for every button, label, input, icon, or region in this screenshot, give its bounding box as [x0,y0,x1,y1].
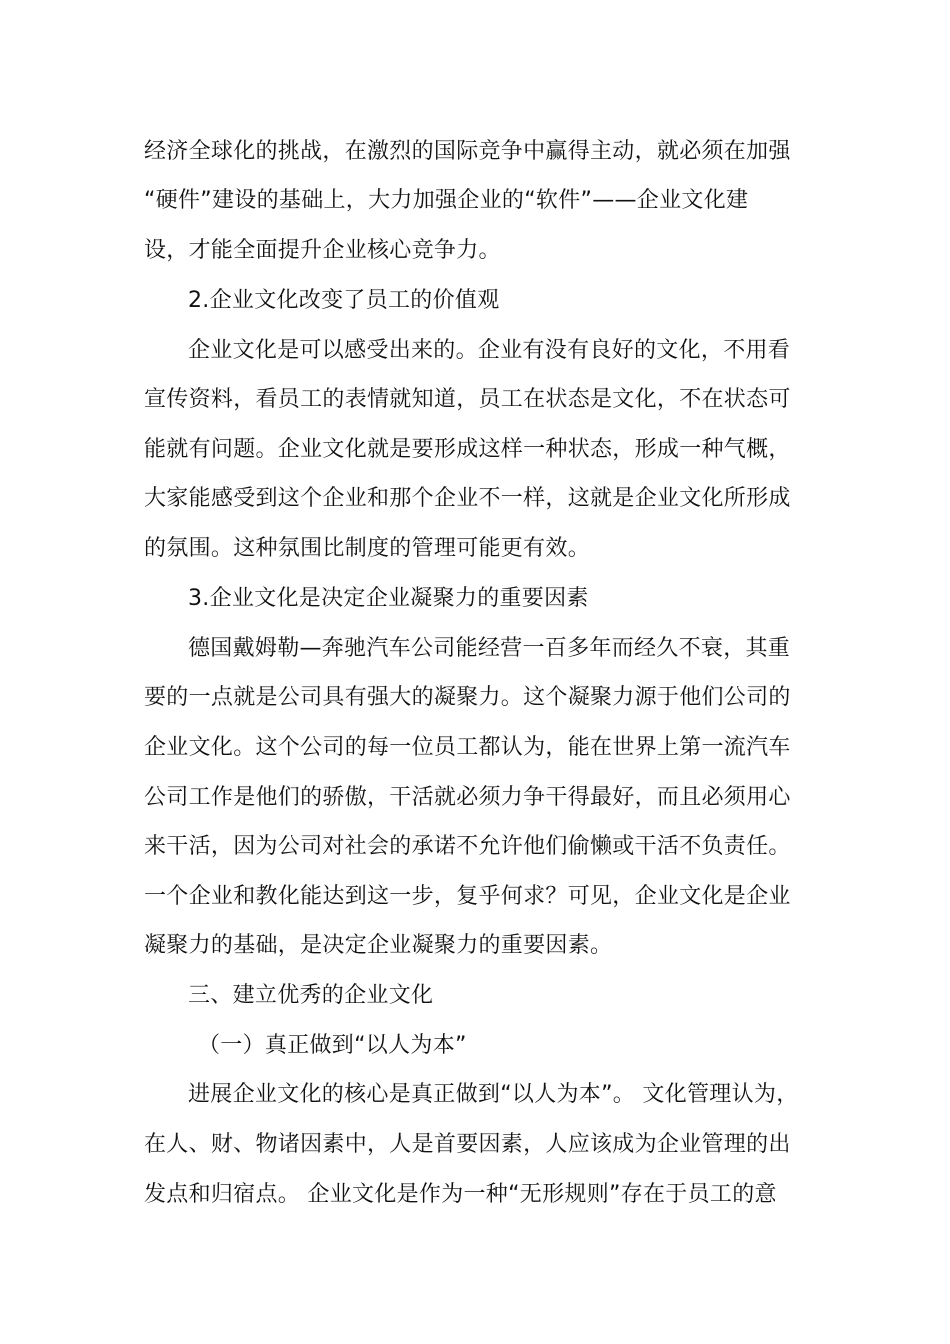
paragraph-line: 要的一点就是公司具有强大的凝聚力。这个凝聚力源于他们公司的 [144,685,791,710]
subsection-heading: （一）真正做到“以人为本” [198,1033,467,1058]
paragraph-line: 一个企业和教化能达到这一步，复乎何求？可见，企业文化是企业 [144,884,791,909]
paragraph-line: 宣传资料，看员工的表情就知道，员工在状态是文化，不在状态可 [144,387,791,412]
paragraph-line: 设，才能全面提升企业核心竞争力。 [144,238,501,263]
paragraph-line: 经济全球化的挑战，在激烈的国际竞争中赢得主动，就必须在加强 [144,139,791,164]
paragraph-line: 能就有问题。企业文化就是要形成这样一种状态，形成一种气概， [144,437,791,462]
paragraph-line: 来干活，因为公司对社会的承诺不允许他们偷懒或干活不负责任。 [144,834,791,859]
paragraph-line: 公司工作是他们的骄傲，干活就必须力争干得最好，而且必须用心 [144,785,791,810]
paragraph-line: 企业文化是可以感受出来的。企业有没有良好的文化，不用看 [188,338,791,363]
section-heading: 3.企业文化是决定企业凝聚力的重要因素 [188,586,589,611]
paragraph-line: 大家能感受到这个企业和那个企业不一样，这就是企业文化所形成 [144,486,791,511]
paragraph-line: 凝聚力的基础，是决定企业凝聚力的重要因素。 [144,933,613,958]
section-heading: 三、建立优秀的企业文化 [188,983,434,1008]
paragraph-line: 企业文化。这个公司的每一位员工都认为，能在世界上第一流汽车 [144,735,791,760]
paragraph-line: 的氛围。这种氛围比制度的管理可能更有效。 [144,536,591,561]
section-heading: 2.企业文化改变了员工的价值观 [188,288,500,313]
paragraph-line: 发点和归宿点。 企业文化是作为一种“无形规则”存在于员工的意 [144,1182,777,1207]
paragraph-line: “硬件”建设的基础上，大力加强企业的“软件”——企业文化建 [144,188,749,213]
paragraph-line: 德国戴姆勒—奔驰汽车公司能经营一百多年而经久不衰，其重 [188,636,791,661]
paragraph-line: 在人、财、物诸因素中，人是首要因素，人应该成为企业管理的出 [144,1132,791,1157]
paragraph-line: 进展企业文化的核心是真正做到“以人为本”。 文化管理认为， [188,1082,799,1107]
